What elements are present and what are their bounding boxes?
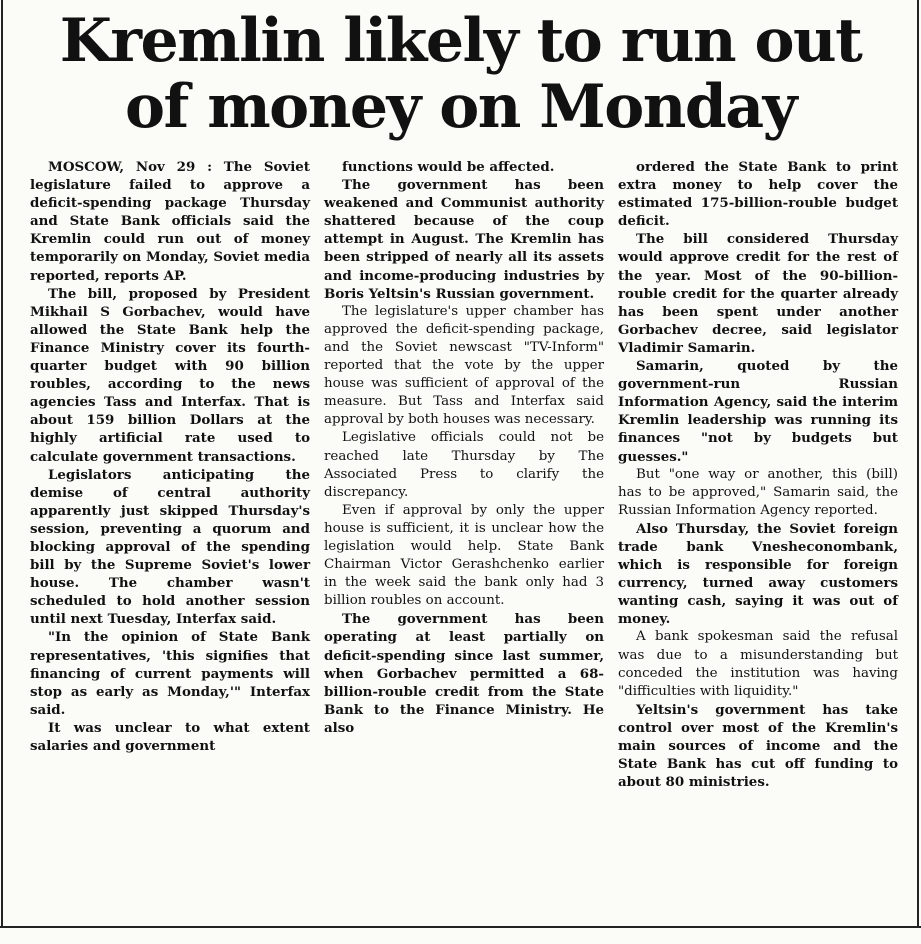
headline-line-1: Kremlin likely to run out	[59, 6, 862, 76]
article-paragraph: Legislators anticipating the demise of central authority apparently just skipped Thursday's session, preventing a quorum and blocking approval of the spending bill by the Supreme Soviet's lower house. The chamber wasn't scheduled to hold another session until next Tuesday, Interfax said.	[30, 466, 310, 628]
article-paragraph: ordered the State Bank to print extra money to help cover the estimated 175-billion-rouble budget deficit.	[618, 159, 898, 230]
article-paragraph: But "one way or another, this (bill) has to be approved," Samarin said, the Russian Information Agency reported.	[618, 466, 898, 518]
article-column-3	[618, 158, 898, 926]
article-paragraph: "In the opinion of State Bank representatives, 'this signifies that financing of current payments will stop as early as Monday,'" Interfax said.	[30, 629, 310, 718]
headline	[0, 8, 921, 140]
article-column-1	[30, 158, 310, 926]
article-paragraph: Legislative officials could not be reached late Thursday by The Associated Press to clarify the discrepancy.	[324, 430, 604, 500]
article-paragraph: The government has been operating at least partially on deficit-spending since last summer, when Gorbachev permitted a 68-billion-rouble credit from the State Bank to the Finance Ministry. He also	[324, 611, 604, 736]
article-paragraph: Even if approval by only the upper house is sufficient, it is unclear how the legislation would help. State Bank Chairman Victor Gerashchenko earlier in the week said the bank only had 3 billion roubles on account.	[324, 502, 604, 609]
bottom-border-rule	[0, 926, 921, 928]
article-paragraph: The legislature's upper chamber has approved the deficit-spending package, and the Soviet newscast "TV-Inform" reported that the vote by the upper house was sufficient of approval of the measure. But Tass and Interfax said approval by both houses was necessary.	[324, 303, 604, 428]
article-paragraph: The bill, proposed by President Mikhail S Gorbachev, would have allowed the State Bank help the Finance Ministry cover its fourth-quarter budget with 90 billion roubles, according to the news agencies Tass and Interfax. That is about 159 billion Dollars at the highly artificial rate used to calculate government transactions.	[30, 285, 310, 465]
article-paragraph: functions would be affected.	[342, 159, 555, 175]
article-paragraph: The bill considered Thursday would approve credit for the rest of the year. Most of the 90-billion-rouble credit for the quarter already has been spent under another Gorbachev decree, said legislator Vladimir Samarin.	[618, 231, 898, 356]
headline-line-2: of money on Monday	[124, 72, 797, 142]
article-paragraph: Samarin, quoted by the government-run Russian Information Agency, said the interim Kremlin leadership was running its finances "not by budgets but guesses."	[618, 358, 898, 465]
article-paragraph: Also Thursday, the Soviet foreign trade bank Vnesheconombank, which is responsible for foreign currency, turned away customers wanting cash, saying it was out of money.	[618, 520, 898, 628]
article-paragraph: A bank spokesman said the refusal was due to a misunderstanding but conceded the institution was having "difficulties with liquidity."	[618, 629, 898, 699]
article-paragraph: The government has been weakened and Communist authority shattered because of the coup attempt in August. The Kremlin has been stripped of nearly all its assets and income-producing industries by Boris Yeltsin's Russian government.	[324, 177, 604, 302]
article-column-2	[324, 158, 604, 926]
article-paragraph: MOSCOW, Nov 29 : The Soviet legislature failed to approve a deficit-spending package Thursday and State Bank officials said the Kremlin could run out of money temporarily on Monday, Soviet media reported, reports AP.	[30, 159, 310, 284]
article-paragraph: It was unclear to what extent salaries and government	[30, 719, 310, 754]
article-paragraph: Yeltsin's government has take control over most of the Kremlin's main sources of income and the State Bank has cut off funding to about 80 ministries.	[618, 701, 898, 791]
article-columns	[30, 158, 898, 926]
